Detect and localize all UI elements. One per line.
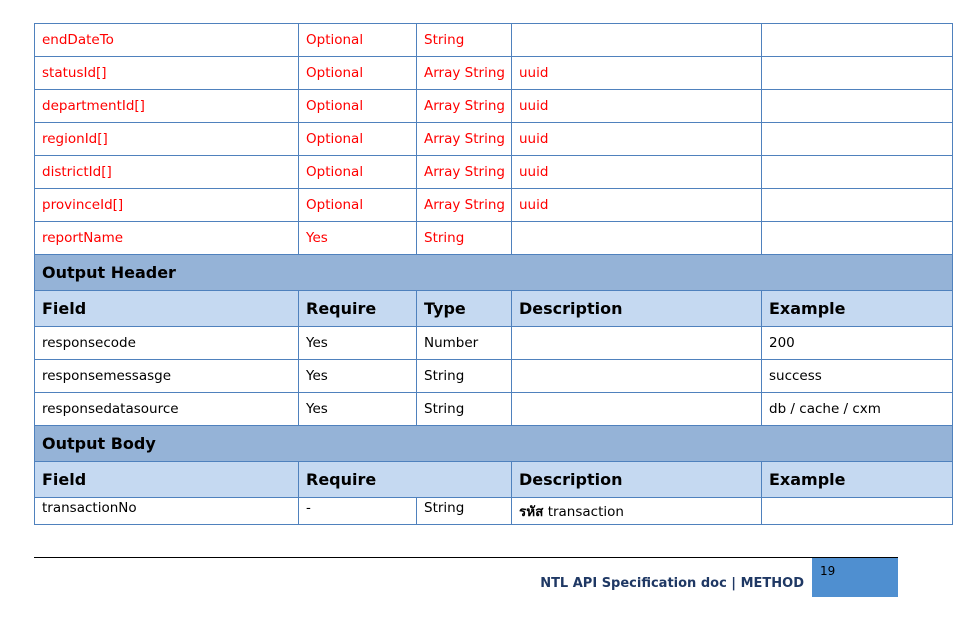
section-title: Output Header: [35, 255, 953, 291]
example-cell: [762, 123, 953, 156]
field-cell: regionId[]: [35, 123, 299, 156]
column-header-type: Type: [417, 291, 512, 327]
field-cell: responsemessasge: [35, 360, 299, 393]
column-header-description: Description: [512, 291, 762, 327]
description-cell: uuid: [512, 123, 762, 156]
require-cell: Optional: [299, 123, 417, 156]
column-header-require: Require: [299, 291, 417, 327]
type-cell: String: [417, 498, 512, 525]
type-cell: Array String: [417, 123, 512, 156]
table-row: [35, 327, 953, 360]
type-cell: Number: [417, 327, 512, 360]
require-cell: Yes: [299, 393, 417, 426]
field-cell: endDateTo: [35, 24, 299, 57]
description-cell: [512, 24, 762, 57]
table-row: [35, 90, 953, 123]
field-cell: provinceId[]: [35, 189, 299, 222]
require-cell: Optional: [299, 156, 417, 189]
type-cell: Array String: [417, 189, 512, 222]
table-row: [35, 156, 953, 189]
example-cell: [762, 498, 953, 525]
table-row: [35, 123, 953, 156]
description-text: transaction: [547, 504, 624, 520]
section-title: Output Body: [35, 426, 953, 462]
example-cell: [762, 156, 953, 189]
page-number: 19: [820, 564, 836, 578]
example-cell: [762, 24, 953, 57]
table-row: [35, 393, 953, 426]
require-cell: Yes: [299, 222, 417, 255]
require-cell: -: [299, 498, 417, 525]
description-cell: [512, 498, 762, 525]
type-cell: Array String: [417, 156, 512, 189]
description-thai-text: รหัส: [519, 504, 544, 520]
footer-divider: [34, 557, 898, 558]
column-header-field: Field: [35, 291, 299, 327]
require-cell: Yes: [299, 327, 417, 360]
column-header-description: Description: [512, 462, 762, 498]
field-cell: responsecode: [35, 327, 299, 360]
column-header-example: Example: [762, 291, 953, 327]
table-row: [35, 189, 953, 222]
require-cell: Optional: [299, 24, 417, 57]
description-cell: uuid: [512, 189, 762, 222]
require-cell: Optional: [299, 90, 417, 123]
example-cell: [762, 222, 953, 255]
column-header-require: Require: [299, 462, 512, 498]
description-cell: [512, 360, 762, 393]
description-cell: [512, 327, 762, 360]
table-row: [35, 360, 953, 393]
field-cell: responsedatasource: [35, 393, 299, 426]
footer-doc-title: NTL API Specification doc | METHOD: [540, 576, 804, 591]
type-cell: String: [417, 222, 512, 255]
example-cell: [762, 57, 953, 90]
field-cell: districtId[]: [35, 156, 299, 189]
description-cell: [512, 222, 762, 255]
require-cell: Optional: [299, 57, 417, 90]
api-spec-table: [34, 23, 953, 525]
output-body-section: [35, 426, 953, 462]
type-cell: String: [417, 360, 512, 393]
output-header-section: [35, 255, 953, 291]
column-header-row: [35, 462, 953, 498]
type-cell: Array String: [417, 57, 512, 90]
page-number-box: [812, 558, 898, 597]
table-row: [35, 24, 953, 57]
example-cell: 200: [762, 327, 953, 360]
example-cell: db / cache / cxm: [762, 393, 953, 426]
table-row: [35, 222, 953, 255]
field-cell: transactionNo: [35, 498, 299, 525]
field-cell: reportName: [35, 222, 299, 255]
type-cell: Array String: [417, 90, 512, 123]
description-cell: uuid: [512, 57, 762, 90]
column-header-field: Field: [35, 462, 299, 498]
field-cell: departmentId[]: [35, 90, 299, 123]
example-cell: success: [762, 360, 953, 393]
require-cell: Optional: [299, 189, 417, 222]
type-cell: String: [417, 393, 512, 426]
description-cell: uuid: [512, 90, 762, 123]
column-header-example: Example: [762, 462, 953, 498]
table-row: [35, 57, 953, 90]
field-cell: statusId[]: [35, 57, 299, 90]
type-cell: String: [417, 24, 512, 57]
example-cell: [762, 90, 953, 123]
example-cell: [762, 189, 953, 222]
description-cell: [512, 393, 762, 426]
require-cell: Yes: [299, 360, 417, 393]
description-cell: uuid: [512, 156, 762, 189]
table-row: [35, 498, 953, 525]
column-header-row: [35, 291, 953, 327]
